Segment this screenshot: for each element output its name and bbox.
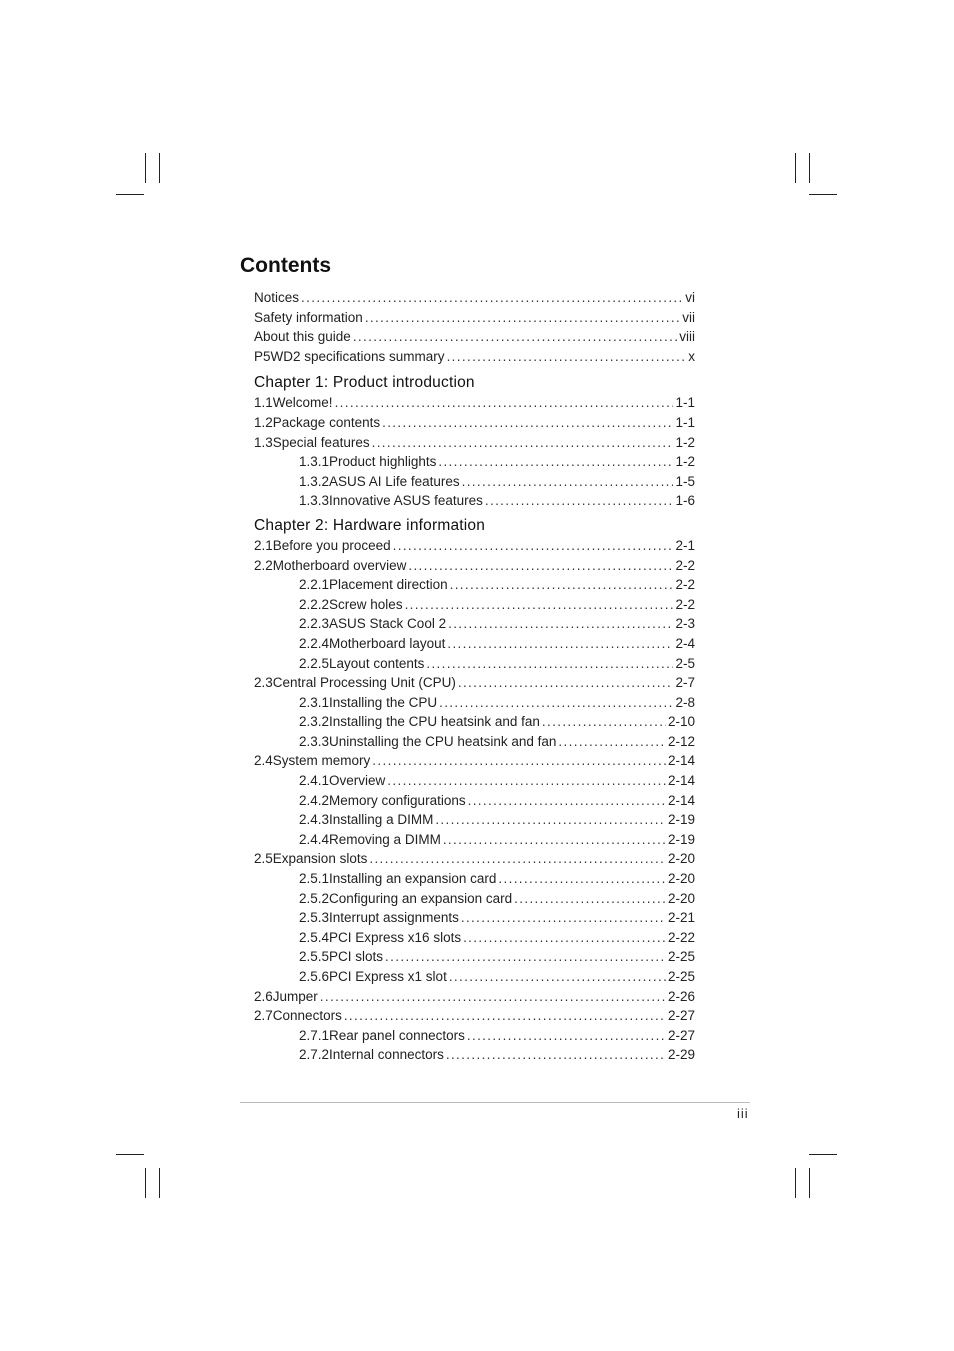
toc-entry-page: 2-2 [675,577,695,593]
dot-leader [393,538,674,553]
toc-entry [254,577,695,597]
toc-entry [254,454,695,474]
toc-entry [254,675,695,695]
toc-entry-number: 2.4.1 [299,773,330,789]
crop-mark [116,194,144,195]
dot-leader [468,793,666,808]
toc-entry [254,1028,695,1048]
toc-entry-label: Product highlights [329,454,437,470]
toc-entry-number: 2.1 [254,537,273,553]
dot-leader [405,597,674,612]
toc-entry-page: 2-20 [667,890,695,906]
toc-entry-page: 2-21 [667,910,695,926]
toc-entry-page: 1-5 [675,473,695,489]
toc-entry-page: 2-20 [667,871,695,887]
dot-leader [558,734,666,749]
toc-entry-page: vii [682,309,695,325]
toc-entry-number: 2.7 [254,1008,273,1024]
toc-entry-label: Removing a DIMM [329,831,441,847]
toc-entry [254,616,695,636]
toc-entry [254,435,695,455]
toc-entry-page: x [688,348,695,364]
toc-entry-page: vi [685,290,695,305]
crop-mark [795,153,796,183]
toc-entry-page: 2-2 [675,557,695,573]
toc-entry [254,714,695,734]
toc-entry-page: 2-27 [667,1027,695,1043]
toc-entry-number: 2.5.6 [299,969,330,984]
toc-entry-page: 2-19 [667,812,695,828]
toc-entry-label: ASUS AI Life features [329,473,460,489]
toc-entry-number: 2.2.3 [299,616,330,632]
dot-leader [447,349,687,364]
toc-entry-page: 2-25 [667,969,695,984]
toc-entry-page: 2-25 [667,949,695,965]
toc-entry-page: 2-14 [667,792,695,808]
toc-entry [254,395,695,415]
crop-mark [116,1154,144,1155]
toc-entry [254,474,695,494]
toc-entry-number: 2.3.2 [299,714,330,730]
toc-entry-label: Special features [272,434,370,450]
toc-entry-number: 1.3.1 [299,454,330,470]
toc-entry-page: 2-4 [675,635,695,651]
toc-entry-page: 2-1 [675,537,695,553]
toc-entry-number: 2.3 [254,675,273,691]
dot-leader [438,454,673,469]
toc-entry-label: Screw holes [329,596,403,612]
dot-leader [435,812,666,827]
toc-entry-label: Motherboard layout [329,635,446,651]
dot-leader [385,949,666,964]
toc-entry-number: 2.5.5 [299,949,330,965]
toc-entry-label: Expansion slots [272,851,368,867]
dot-leader [446,1047,666,1062]
dot-leader [514,891,666,906]
toc-entry-number: 2.3.1 [299,694,330,710]
toc-entry-label: Memory configurations [329,792,466,808]
toc-entry-page: 1-6 [675,493,695,509]
toc-entry-number: 2.7.2 [299,1047,330,1063]
dot-leader [439,695,673,710]
toc-entry-number: 1.3.2 [299,473,330,489]
toc-entry-number: 2.5.2 [299,890,330,906]
toc-entry [254,734,695,754]
toc-entry-page: 2-5 [675,655,695,671]
toc-entry-page: 2-10 [667,714,695,730]
toc-entry-number: 2.7.1 [299,1027,330,1043]
toc-entry-number: 2.2.4 [299,635,330,651]
toc-entry-page: 2-14 [667,773,695,789]
crop-mark [145,153,146,183]
toc-entry [254,793,695,813]
toc-entry-label: About this guide [254,329,351,345]
toc-entry-page: 2-26 [667,988,695,1004]
dot-leader [448,616,673,631]
toc-entry-page: 2-22 [667,929,695,945]
toc-entry-page: 2-12 [667,733,695,749]
crop-mark [809,1154,837,1155]
toc-entry-label: Central Processing Unit (CPU) [272,675,456,691]
toc-entry [254,1047,695,1067]
toc-entry [254,493,695,513]
toc-entry [254,558,695,578]
toc-entry-page: 2-29 [667,1047,695,1063]
toc-entry-label: Package contents [272,414,381,430]
toc-entry-label: System memory [272,753,371,769]
toc-entry-label: Safety information [254,309,363,325]
toc-entry-label: Connectors [272,1008,342,1024]
toc-entry-label: Notices [254,290,300,305]
toc-entry [254,290,695,310]
page-title: Contents [240,254,331,277]
toc-entry-page: 2-8 [675,694,695,710]
dot-leader [372,435,674,450]
crop-mark [159,1168,160,1198]
crop-mark [145,1168,146,1198]
toc-entry-label: PCI slots [329,949,384,965]
toc-entry-page: 2-2 [675,596,695,612]
toc-entry [254,773,695,793]
toc-entry [254,930,695,950]
toc-entry [254,695,695,715]
toc-entry [254,989,695,1009]
toc-entry-label: Uninstalling the CPU heatsink and fan [329,733,557,749]
toc-entry-page: 2-3 [675,616,695,632]
crop-mark [795,1168,796,1198]
dot-leader [335,395,674,410]
toc-entry-number: 2.5.1 [299,871,330,887]
toc-entry-label: PCI Express x16 slots [329,929,462,945]
toc-entry-number: 1.2 [254,414,273,430]
toc-entry-number: 1.1 [254,395,273,411]
toc-entry [254,597,695,617]
toc-entry [254,310,695,330]
toc-entry-label: Welcome! [272,395,333,411]
dot-leader [408,558,673,573]
toc-entry [254,329,695,349]
toc-entry-page: 1-2 [675,454,695,470]
toc-entry-label: Installing the CPU heatsink and fan [329,714,540,730]
toc-entry-label: Before you proceed [272,537,391,553]
toc-entry-number: 2.2 [254,557,273,573]
chapter-heading: Chapter 2: Hardware information [254,516,486,534]
crop-mark [809,1168,810,1198]
dot-leader [372,753,666,768]
toc-entry [254,969,695,989]
toc-entry-label: Jumper [272,988,318,1004]
dot-leader [353,329,677,344]
toc-entry [254,910,695,930]
toc-entry-number: 2.2.5 [299,655,330,671]
toc-entry [254,832,695,852]
toc-entry-label: Internal connectors [329,1047,444,1063]
toc-entry-number: 2.4.3 [299,812,330,828]
toc-entry-number: 2.4 [254,753,273,769]
toc-entry-page: 2-7 [675,675,695,691]
toc-entry-page: viii [679,329,695,345]
crop-mark [809,194,837,195]
toc-entry-label: P5WD2 specifications summary [254,348,445,364]
toc-entry-label: ASUS Stack Cool 2 [329,616,447,632]
table-of-contents [254,290,695,1067]
toc-entry [254,538,695,558]
dot-leader [458,675,674,690]
toc-entry-page: 2-20 [667,851,695,867]
footer-rule [240,1102,750,1103]
dot-leader [449,969,666,984]
toc-entry-label: Installing a DIMM [329,812,434,828]
dot-leader [485,493,674,508]
toc-entry [254,1008,695,1028]
toc-entry-number: 1.3 [254,434,273,450]
toc-entry-label: Overview [329,773,386,789]
toc-entry-label: Innovative ASUS features [329,493,483,509]
dot-leader [344,1008,666,1023]
toc-entry-page: 1-1 [675,395,695,411]
toc-entry [254,415,695,435]
toc-entry [254,891,695,911]
toc-entry-number: 1.3.3 [299,493,330,509]
toc-entry-number: 2.3.3 [299,733,330,749]
toc-entry [254,949,695,969]
toc-entry-label: Layout contents [329,655,425,671]
crop-mark [159,153,160,183]
toc-entry-label: Interrupt assignments [329,910,459,926]
toc-entry-number: 2.6 [254,988,273,1004]
toc-entry-number: 2.2.1 [299,577,330,593]
dot-leader [467,1028,666,1043]
chapter-heading: Chapter 1: Product introduction [254,374,475,392]
dot-leader [382,415,673,430]
toc-entry [254,349,695,369]
dot-leader [447,636,673,651]
toc-entry-label: Configuring an expansion card [329,890,513,906]
toc-entry-number: 2.5.3 [299,910,330,926]
dot-leader [443,832,666,847]
crop-mark [809,153,810,183]
toc-entry-page: 2-27 [667,1008,695,1024]
toc-entry-page: 1-1 [675,414,695,430]
dot-leader [462,474,674,489]
dot-leader [369,851,666,866]
toc-entry [254,656,695,676]
toc-entry-number: 2.2.2 [299,596,330,612]
dot-leader [426,656,673,671]
toc-entry-label: Motherboard overview [272,557,407,573]
toc-entry-label: Installing an expansion card [329,871,497,887]
dot-leader [450,577,674,592]
dot-leader [463,930,666,945]
dot-leader [320,989,666,1004]
dot-leader [461,910,666,925]
toc-entry-page: 2-19 [667,831,695,847]
dot-leader [498,871,666,886]
toc-entry [254,871,695,891]
dot-leader [301,290,683,305]
toc-entry [254,812,695,832]
toc-entry [254,753,695,773]
toc-entry-page: 1-2 [675,434,695,450]
toc-entry-label: Rear panel connectors [329,1027,465,1043]
dot-leader [365,310,680,325]
toc-entry-number: 2.5.4 [299,929,330,945]
dot-leader [542,714,666,729]
toc-entry-page: 2-14 [667,753,695,769]
toc-entry-label: PCI Express x1 slot [329,969,447,984]
toc-entry [254,636,695,656]
toc-entry [254,851,695,871]
toc-entry-label: Installing the CPU [329,694,438,710]
toc-entry-number: 2.5 [254,851,273,867]
toc-entry-number: 2.4.4 [299,831,330,847]
toc-entry-label: Placement direction [329,577,448,593]
toc-entry-number: 2.4.2 [299,792,330,808]
dot-leader [387,773,666,788]
page-number: iii [737,1106,749,1121]
